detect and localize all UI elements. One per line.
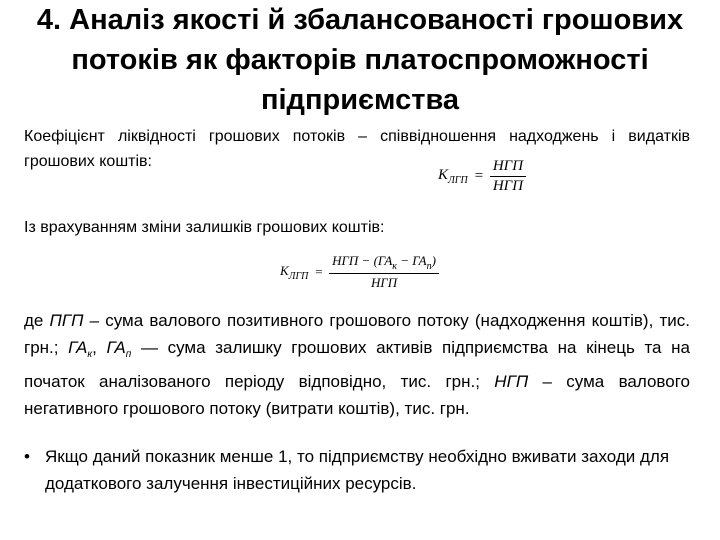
formula2-lhs: $K_{ЛГП}$ [280, 262, 309, 282]
formula1-fraction [490, 158, 526, 195]
formula1-denominator: НГП [492, 178, 524, 194]
formula1-lhs: $K_{ЛГП}$ [438, 167, 468, 186]
formula2-fraction [329, 253, 439, 291]
bullet-item [24, 443, 690, 497]
formula2-numerator: НГП − $(ГА_к - ГА_п)$ [329, 253, 439, 274]
formula2-eq: = [314, 264, 324, 279]
formula1-numerator: НГП [490, 158, 526, 177]
formula1-eq: = [473, 168, 484, 184]
second-line-text: Із врахуванням зміни залишків грошових коштів: [24, 219, 385, 236]
bullet-text: Якщо даний показник менше 1, то підприємству необхідно вживати заходи для додаткового залучення інвестиційних ресурсів. [45, 447, 670, 493]
formula2-denominator: НГП [370, 275, 398, 290]
slide-title: 4. Аналіз якості й збалансованості грошових потоків як факторів платоспроможності підприємства [36, 4, 684, 116]
bullet-icon: • [24, 447, 30, 466]
formula-adjusted-ratio [280, 253, 439, 291]
definition-paragraph: де ПГП – сума валового позитивного грошового потоку (надходження коштів), тис. грн.; $ГА_к$, $ГА_п$ — сума залишку грошових активів підприємства на кінець та на початок аналізованого періоду відповідно, тис. грн.; НГП – сума валового негативного грошового потоку (витрати коштів), тис. грн. [24, 311, 691, 418]
intro-text: Коефіцієнт ліквідності грошових потоків – співвідношення надходжень і видатків грошових коштів: [24, 128, 690, 170]
formula-liquidity-ratio [438, 158, 526, 195]
